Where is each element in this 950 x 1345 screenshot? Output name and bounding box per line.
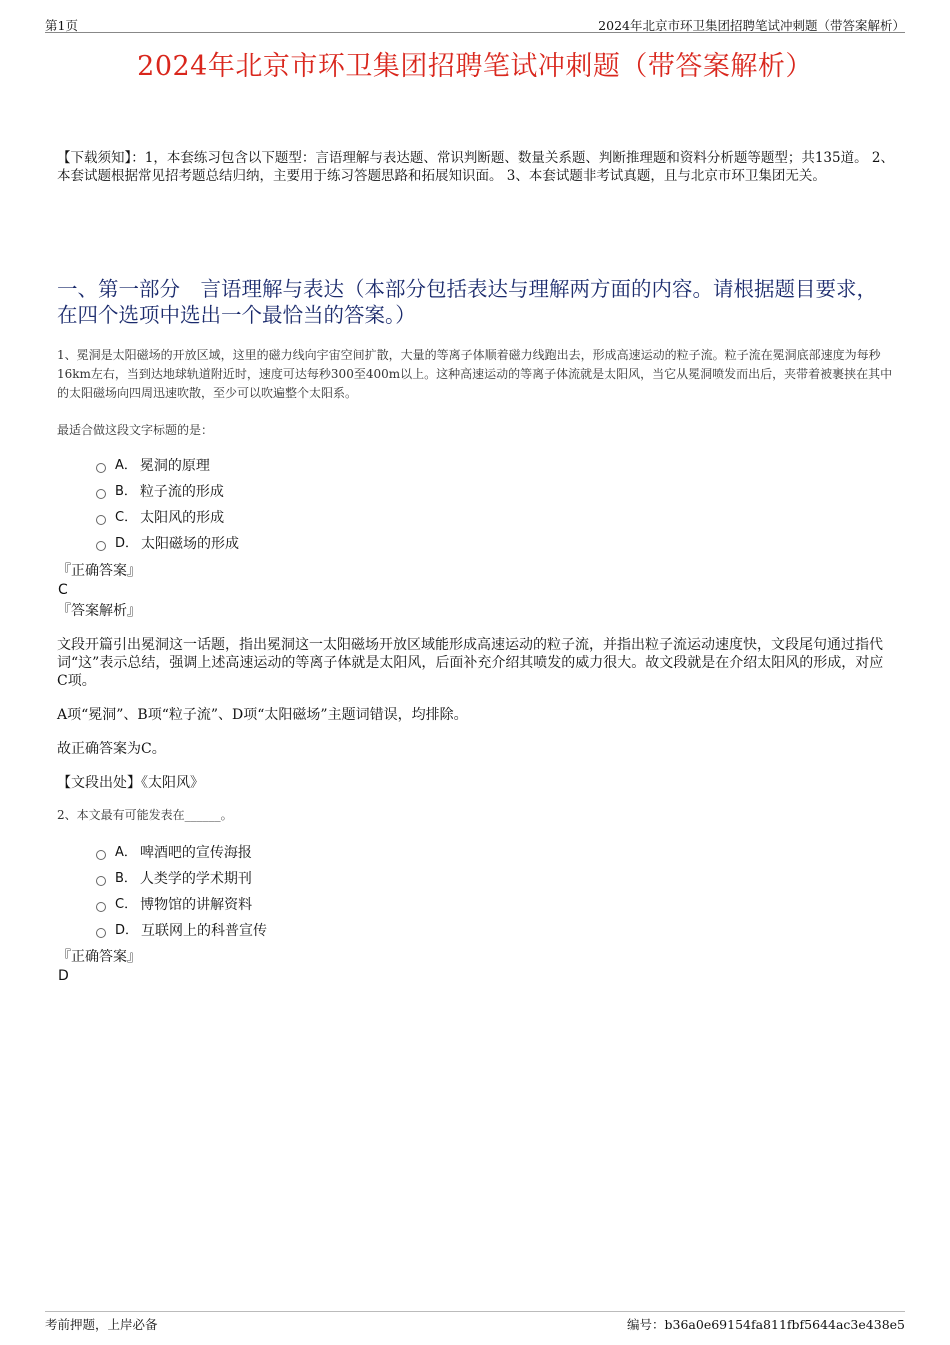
question-1-option-c[interactable]: C． 太阳风的形成 bbox=[96, 505, 239, 531]
page-header bbox=[45, 14, 905, 33]
question-1-options bbox=[96, 453, 239, 557]
radio-icon[interactable] bbox=[96, 850, 106, 860]
question-2-option-d[interactable]: D． 互联网上的科普宣传 bbox=[96, 918, 267, 944]
question-1-analysis-label: 『答案解析』 bbox=[57, 603, 141, 619]
question-1-answer-label: 『正确答案』 bbox=[57, 563, 141, 579]
radio-icon[interactable] bbox=[96, 541, 106, 551]
question-1-option-d[interactable]: D． 太阳磁场的形成 bbox=[96, 531, 239, 557]
question-1-prompt: 最适合做这段文字标题的是： bbox=[57, 423, 214, 437]
page-number: 第1页 bbox=[45, 18, 78, 33]
question-1-source: 【文段出处】《太阳风》 bbox=[57, 775, 204, 791]
radio-icon[interactable] bbox=[96, 463, 106, 473]
question-2-option-a[interactable]: A． 啤酒吧的宣传海报 bbox=[96, 840, 267, 866]
question-2-answer: D bbox=[58, 968, 69, 984]
question-2-stem: 2、本文最有可能发表在______。 bbox=[57, 808, 233, 822]
page-footer bbox=[45, 1311, 905, 1332]
question-1-stem: 1、冕洞是太阳磁场的开放区域，这里的磁力线向宇宙空间扩散，大量的等离子体顺着磁力线跑出去，形成高速运动的粒子流。粒子流在冕洞底部速度为每秒16km左右，当到达地球轨道附近时，速度可达每秒300至400m以上。这种高速运动的等离子体流就是太阳风，当它从冕洞喷发而出后，夹带着被裹挟在其中的太阳磁场向四周迅速吹散，至少可以吹遍整个太阳系。 bbox=[57, 348, 893, 400]
question-1-answer: C bbox=[58, 582, 68, 598]
question-1-analysis: 文段开篇引出冕洞这一话题，指出冕洞这一太阳磁场开放区域能形成高速运动的粒子流，并指出粒子流运动速度快，文段尾句通过指代词“这”表示总结，强调上述高速运动的等离子体就是太阳风，后面补充介绍其喷发的威力很大。故文段就是在介绍太阳风的形成，对应C项。 bbox=[57, 637, 884, 689]
header-doc-title: 2024年北京市环卫集团招聘笔试冲刺题（带答案解析） bbox=[598, 18, 905, 33]
radio-icon[interactable] bbox=[96, 515, 106, 525]
question-1-exclusion: A项“冕洞”、B项“粒子流”、D项“太阳磁场”主题词错误，均排除。 bbox=[57, 707, 468, 723]
footer-serial: 编号：b36a0e69154fa811fbf5644ac3e438e5 bbox=[627, 1317, 905, 1332]
question-2-option-c[interactable]: C． 博物馆的讲解资料 bbox=[96, 892, 267, 918]
question-2-answer-label: 『正确答案』 bbox=[57, 949, 141, 965]
question-2-option-b[interactable]: B． 人类学的学术期刊 bbox=[96, 866, 267, 892]
document-title: 2024年北京市环卫集团招聘笔试冲刺题（带答案解析） bbox=[137, 51, 813, 82]
radio-icon[interactable] bbox=[96, 902, 106, 912]
footer-slogan: 考前押题，上岸必备 bbox=[45, 1317, 158, 1332]
question-1-option-a[interactable]: A． 冕洞的原理 bbox=[96, 453, 239, 479]
radio-icon[interactable] bbox=[96, 489, 106, 499]
question-2-options bbox=[96, 840, 267, 944]
section-heading: 一、第一部分 言语理解与表达（本部分包括表达与理解两方面的内容。请根据题目要求，在四个选项中选出一个最恰当的答案。） bbox=[57, 277, 877, 327]
question-1-option-b[interactable]: B． 粒子流的形成 bbox=[96, 479, 239, 505]
question-1-conclusion: 故正确答案为C。 bbox=[57, 741, 166, 757]
radio-icon[interactable] bbox=[96, 928, 106, 938]
download-notice: 【下载须知】：1，本套练习包含以下题型：言语理解与表达题、常识判断题、数量关系题、判断推理题和资料分析题等题型；共135道。 2、本套试题根据常见招考题总结归纳，主要用于练习答题思路和拓展知识面。 3、本套试题非考试真题，且与北京市环卫集团无关。 bbox=[57, 150, 894, 184]
radio-icon[interactable] bbox=[96, 876, 106, 886]
